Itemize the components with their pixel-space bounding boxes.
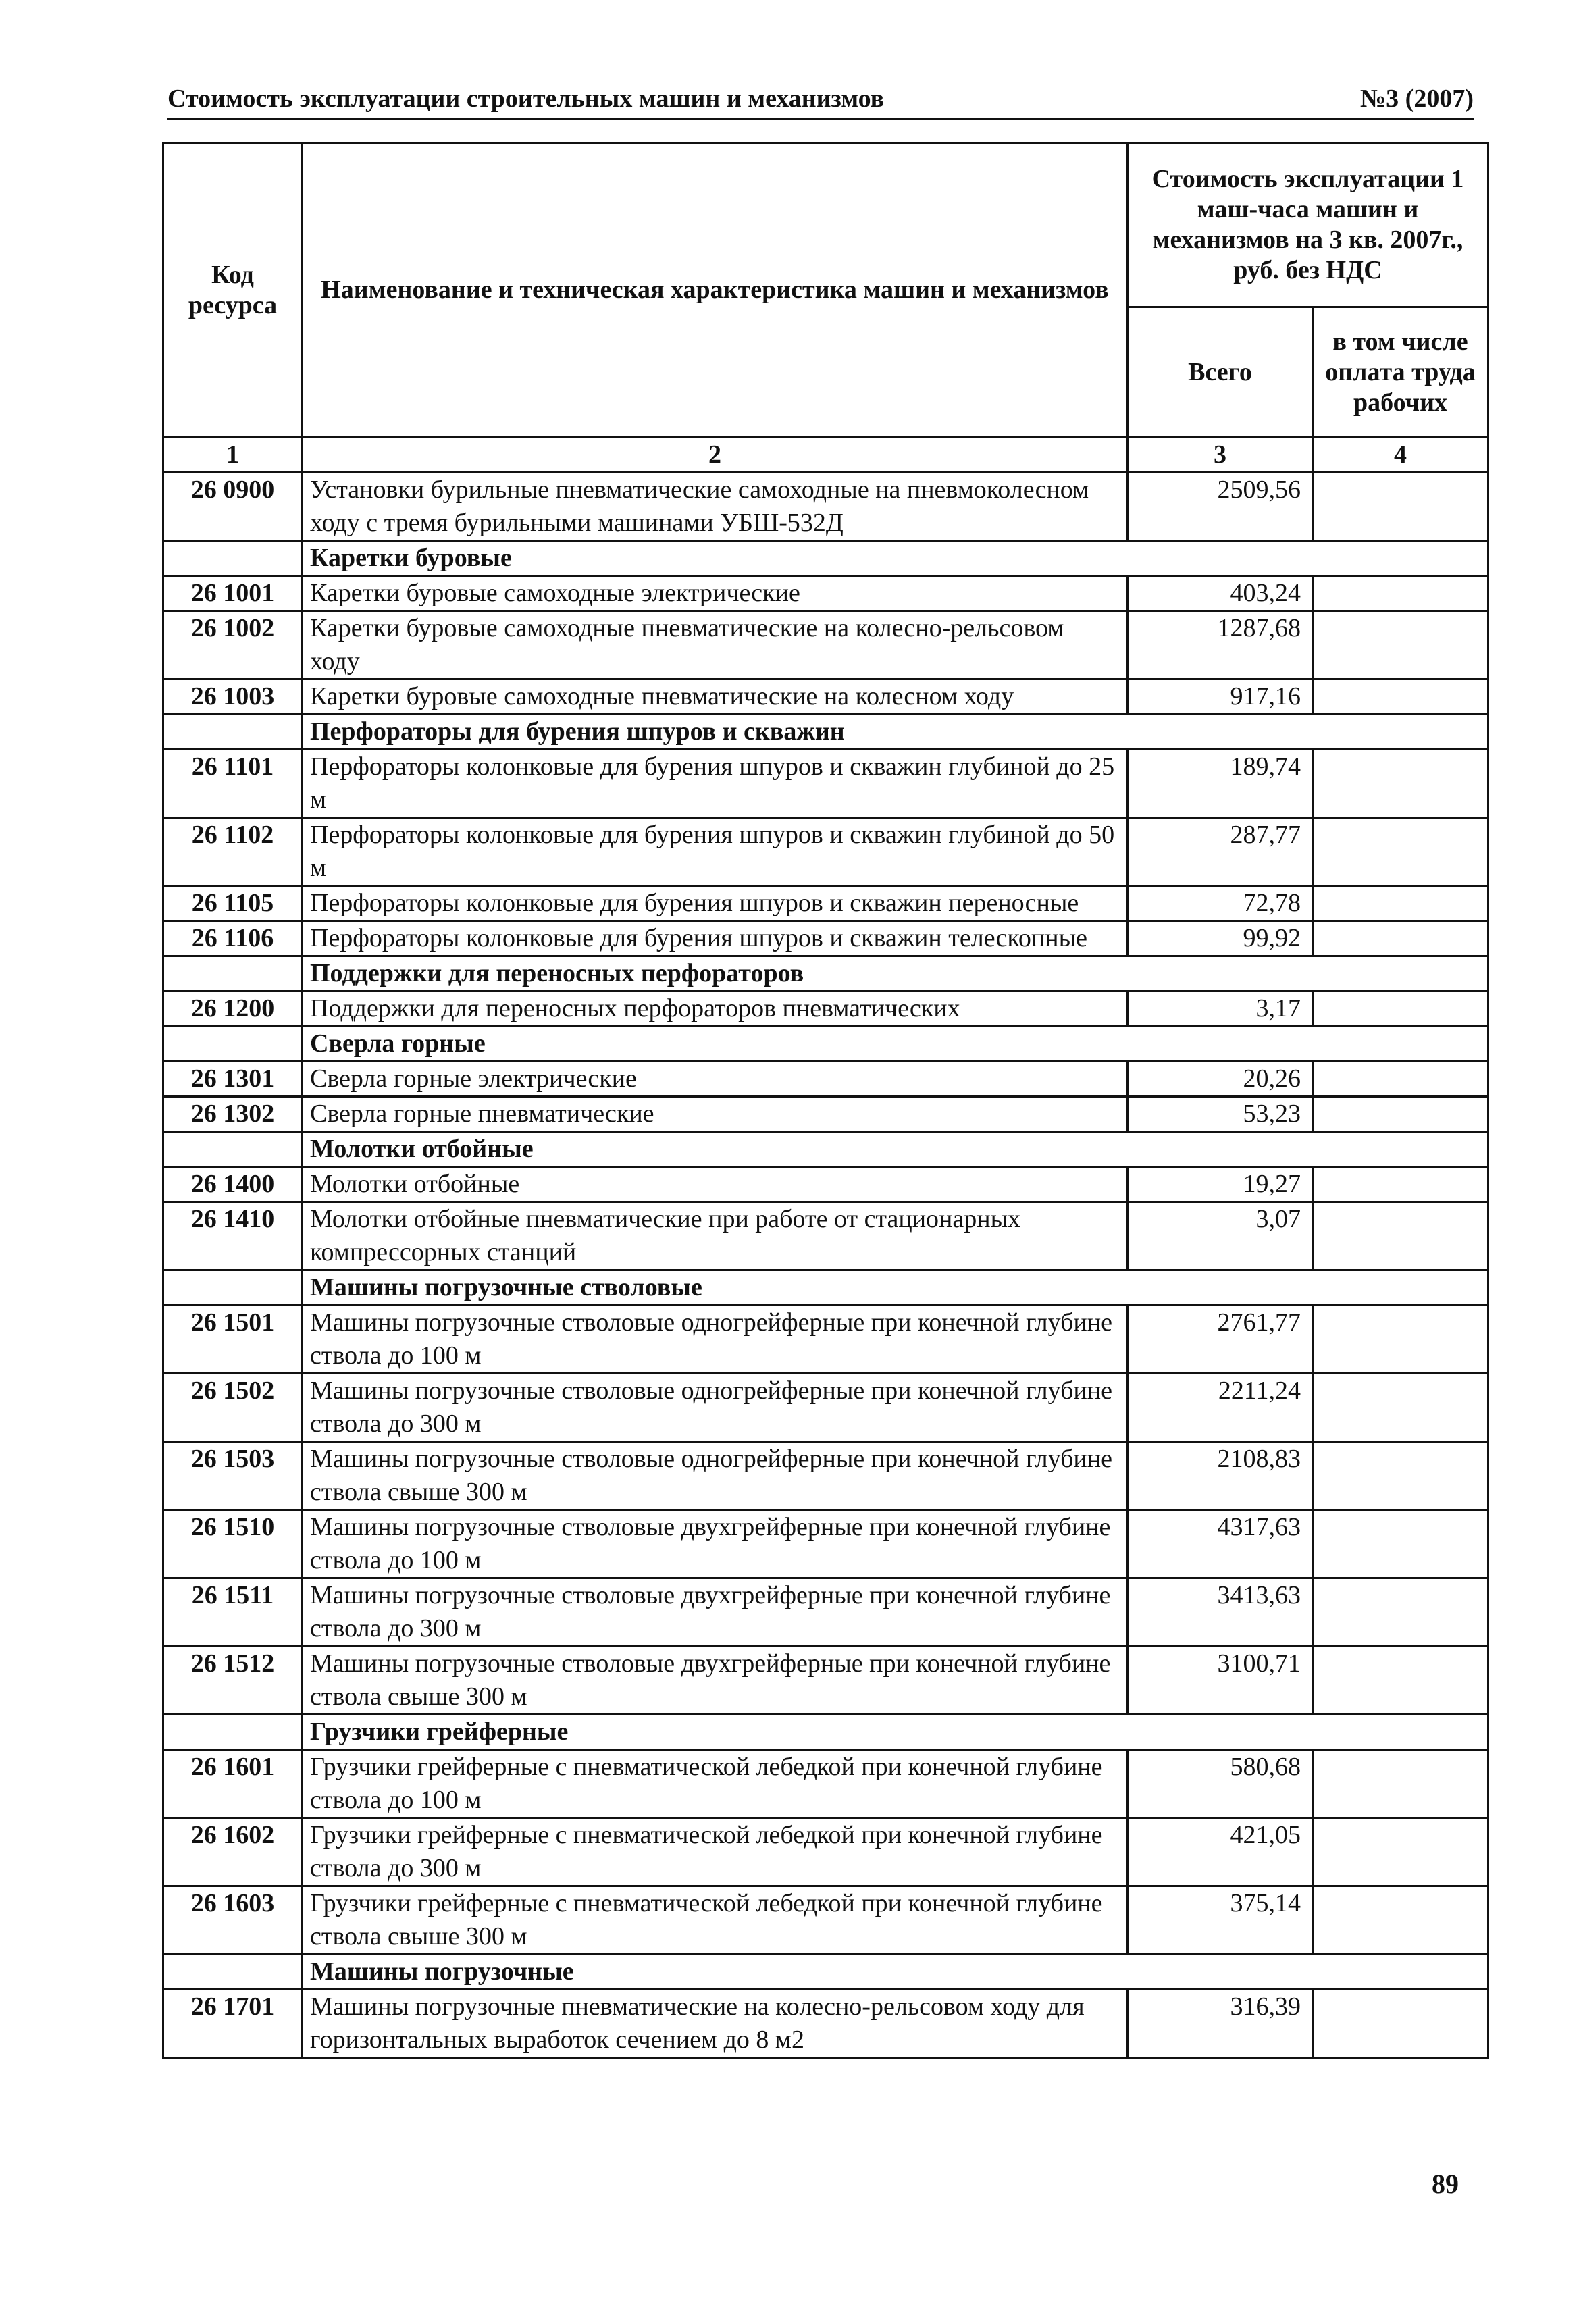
table-row xyxy=(163,1510,1488,1578)
table-row xyxy=(163,1097,1488,1132)
table-row xyxy=(163,1818,1488,1886)
section-code-cell xyxy=(163,1132,303,1167)
cost-total: 53,23 xyxy=(1128,1097,1313,1132)
section-code-cell xyxy=(163,1027,303,1062)
issue-number: №3 (2007) xyxy=(1360,84,1474,113)
resource-code: 26 1501 xyxy=(163,1306,303,1374)
cost-total: 3,17 xyxy=(1128,991,1313,1027)
cost-total: 19,27 xyxy=(1128,1167,1313,1202)
resource-code: 26 1105 xyxy=(163,886,303,921)
running-header xyxy=(167,80,1474,120)
header-total: Всего xyxy=(1128,307,1313,438)
resource-code: 26 0900 xyxy=(163,473,303,541)
section-title: Молотки отбойные xyxy=(303,1132,1488,1167)
cost-total: 3413,63 xyxy=(1128,1578,1313,1647)
section-code-cell xyxy=(163,541,303,576)
cost-wages xyxy=(1313,1097,1488,1132)
table-row xyxy=(163,611,1488,679)
section-title: Перфораторы для бурения шпуров и скважин xyxy=(303,715,1488,750)
column-numbers-row xyxy=(163,438,1488,473)
cost-wages xyxy=(1313,1510,1488,1578)
column-number: 4 xyxy=(1313,438,1488,473)
cost-total: 99,92 xyxy=(1128,921,1313,956)
section-row xyxy=(163,1955,1488,1990)
cost-total: 287,77 xyxy=(1128,818,1313,886)
resource-name: Каретки буровые самоходные пневматические на колесном ходу xyxy=(303,679,1128,715)
table-row xyxy=(163,679,1488,715)
cost-total: 189,74 xyxy=(1128,750,1313,818)
price-table-container xyxy=(162,142,1487,2059)
header-name: Наименование и техническая характеристика машин и механизмов xyxy=(303,143,1128,438)
table-row xyxy=(163,750,1488,818)
resource-code: 26 1200 xyxy=(163,991,303,1027)
table-header-row-1 xyxy=(163,143,1488,307)
table-row xyxy=(163,1306,1488,1374)
resource-name: Перфораторы колонковые для бурения шпуров и скважин глубиной до 50 м xyxy=(303,818,1128,886)
resource-name: Машины погрузочные пневматические на колесно-рельсовом ходу для горизонтальных выработок сечением до 8 м2 xyxy=(303,1990,1128,2058)
cost-wages xyxy=(1313,1306,1488,1374)
section-code-cell xyxy=(163,1270,303,1306)
section-title: Каретки буровые xyxy=(303,541,1488,576)
cost-wages xyxy=(1313,1886,1488,1955)
resource-name: Машины погрузочные стволовые одногрейферные при конечной глубине ствола свыше 300 м xyxy=(303,1442,1128,1510)
section-title: Машины погрузочные стволовые xyxy=(303,1270,1488,1306)
table-row xyxy=(163,473,1488,541)
cost-wages xyxy=(1313,750,1488,818)
resource-name: Грузчики грейферные с пневматической лебедкой при конечной глубине ствола свыше 300 м xyxy=(303,1886,1128,1955)
cost-total: 3100,71 xyxy=(1128,1647,1313,1715)
cost-wages xyxy=(1313,886,1488,921)
header-code: Код ресурса xyxy=(163,143,303,438)
cost-wages xyxy=(1313,991,1488,1027)
resource-name: Грузчики грейферные с пневматической лебедкой при конечной глубине ствола до 100 м xyxy=(303,1750,1128,1818)
resource-name: Молотки отбойные xyxy=(303,1167,1128,1202)
cost-total: 3,07 xyxy=(1128,1202,1313,1270)
cost-wages xyxy=(1313,921,1488,956)
resource-name: Машины погрузочные стволовые одногрейферные при конечной глубине ствола до 300 м xyxy=(303,1374,1128,1442)
cost-total: 1287,68 xyxy=(1128,611,1313,679)
section-row xyxy=(163,1270,1488,1306)
table-row xyxy=(163,1374,1488,1442)
cost-wages xyxy=(1313,1818,1488,1886)
cost-total: 2108,83 xyxy=(1128,1442,1313,1510)
resource-code: 26 1101 xyxy=(163,750,303,818)
cost-total: 375,14 xyxy=(1128,1886,1313,1955)
resource-name: Перфораторы колонковые для бурения шпуров и скважин переносные xyxy=(303,886,1128,921)
resource-name: Машины погрузочные стволовые двухгрейферные при конечной глубине ствола до 300 м xyxy=(303,1578,1128,1647)
resource-code: 26 1503 xyxy=(163,1442,303,1510)
section-row xyxy=(163,1132,1488,1167)
cost-wages xyxy=(1313,473,1488,541)
cost-total: 2761,77 xyxy=(1128,1306,1313,1374)
cost-wages xyxy=(1313,1202,1488,1270)
section-code-cell xyxy=(163,956,303,991)
table-row xyxy=(163,991,1488,1027)
cost-total: 4317,63 xyxy=(1128,1510,1313,1578)
publication-title: Стоимость эксплуатации строительных машин и механизмов xyxy=(167,84,885,113)
cost-wages xyxy=(1313,1167,1488,1202)
cost-total: 2509,56 xyxy=(1128,473,1313,541)
cost-total: 2211,24 xyxy=(1128,1374,1313,1442)
header-wages: в том числе оплата труда рабочих xyxy=(1313,307,1488,438)
resource-name: Установки бурильные пневматические самоходные на пневмоколесном ходу с тремя бурильными машинами УБШ-532Д xyxy=(303,473,1128,541)
table-body xyxy=(163,473,1488,2058)
cost-wages xyxy=(1313,1750,1488,1818)
resource-code: 26 1001 xyxy=(163,576,303,611)
cost-total: 580,68 xyxy=(1128,1750,1313,1818)
resource-name: Машины погрузочные стволовые двухгрейферные при конечной глубине ствола до 100 м xyxy=(303,1510,1128,1578)
page-number: 89 xyxy=(1432,2169,1459,2199)
resource-name: Перфораторы колонковые для бурения шпуров и скважин телескопные xyxy=(303,921,1128,956)
resource-code: 26 1510 xyxy=(163,1510,303,1578)
table-row xyxy=(163,1167,1488,1202)
section-row xyxy=(163,1715,1488,1750)
table-row xyxy=(163,921,1488,956)
cost-wages xyxy=(1313,611,1488,679)
cost-total: 72,78 xyxy=(1128,886,1313,921)
section-title: Машины погрузочные xyxy=(303,1955,1488,1990)
resource-code: 26 1601 xyxy=(163,1750,303,1818)
cost-wages xyxy=(1313,1990,1488,2058)
resource-code: 26 1301 xyxy=(163,1062,303,1097)
section-code-cell xyxy=(163,715,303,750)
table-row xyxy=(163,1990,1488,2058)
table-row xyxy=(163,886,1488,921)
section-code-cell xyxy=(163,1955,303,1990)
table-row xyxy=(163,1442,1488,1510)
resource-code: 26 1102 xyxy=(163,818,303,886)
cost-wages xyxy=(1313,1578,1488,1647)
section-row xyxy=(163,541,1488,576)
cost-total: 403,24 xyxy=(1128,576,1313,611)
resource-name: Молотки отбойные пневматические при работе от стационарных компрессорных станций xyxy=(303,1202,1128,1270)
resource-code: 26 1400 xyxy=(163,1167,303,1202)
resource-code: 26 1002 xyxy=(163,611,303,679)
cost-total: 917,16 xyxy=(1128,679,1313,715)
resource-name: Грузчики грейферные с пневматической лебедкой при конечной глубине ствола до 300 м xyxy=(303,1818,1128,1886)
cost-wages xyxy=(1313,679,1488,715)
section-title: Сверла горные xyxy=(303,1027,1488,1062)
table-row xyxy=(163,1886,1488,1955)
section-code-cell xyxy=(163,1715,303,1750)
table-row xyxy=(163,1062,1488,1097)
resource-code: 26 1410 xyxy=(163,1202,303,1270)
cost-total: 421,05 xyxy=(1128,1818,1313,1886)
section-row xyxy=(163,715,1488,750)
resource-name: Машины погрузочные стволовые одногрейферные при конечной глубине ствола до 100 м xyxy=(303,1306,1128,1374)
table-row xyxy=(163,1647,1488,1715)
resource-name: Перфораторы колонковые для бурения шпуров и скважин глубиной до 25 м xyxy=(303,750,1128,818)
table-row xyxy=(163,1750,1488,1818)
section-row xyxy=(163,956,1488,991)
resource-code: 26 1512 xyxy=(163,1647,303,1715)
cost-wages xyxy=(1313,1647,1488,1715)
price-table xyxy=(162,142,1489,2059)
section-row xyxy=(163,1027,1488,1062)
resource-name: Каретки буровые самоходные электрические xyxy=(303,576,1128,611)
column-number: 2 xyxy=(303,438,1128,473)
cost-wages xyxy=(1313,1442,1488,1510)
cost-total: 20,26 xyxy=(1128,1062,1313,1097)
table-row xyxy=(163,818,1488,886)
resource-name: Машины погрузочные стволовые двухгрейферные при конечной глубине ствола свыше 300 м xyxy=(303,1647,1128,1715)
resource-name: Поддержки для переносных перфораторов пневматических xyxy=(303,991,1128,1027)
table-row xyxy=(163,1202,1488,1270)
resource-code: 26 1302 xyxy=(163,1097,303,1132)
resource-code: 26 1701 xyxy=(163,1990,303,2058)
header-cost: Стоимость эксплуатации 1 маш-часа машин и механизмов на 3 кв. 2007г., руб. без НДС xyxy=(1128,143,1488,307)
resource-name: Каретки буровые самоходные пневматические на колесно-рельсовом ходу xyxy=(303,611,1128,679)
resource-name: Сверла горные электрические xyxy=(303,1062,1128,1097)
cost-wages xyxy=(1313,818,1488,886)
resource-code: 26 1511 xyxy=(163,1578,303,1647)
resource-name: Сверла горные пневматические xyxy=(303,1097,1128,1132)
cost-wages xyxy=(1313,576,1488,611)
resource-code: 26 1603 xyxy=(163,1886,303,1955)
section-title: Поддержки для переносных перфораторов xyxy=(303,956,1488,991)
cost-wages xyxy=(1313,1374,1488,1442)
resource-code: 26 1003 xyxy=(163,679,303,715)
table-row xyxy=(163,576,1488,611)
resource-code: 26 1106 xyxy=(163,921,303,956)
cost-total: 316,39 xyxy=(1128,1990,1313,2058)
column-number: 1 xyxy=(163,438,303,473)
cost-wages xyxy=(1313,1062,1488,1097)
resource-code: 26 1602 xyxy=(163,1818,303,1886)
resource-code: 26 1502 xyxy=(163,1374,303,1442)
table-row xyxy=(163,1578,1488,1647)
section-title: Грузчики грейферные xyxy=(303,1715,1488,1750)
column-number: 3 xyxy=(1128,438,1313,473)
